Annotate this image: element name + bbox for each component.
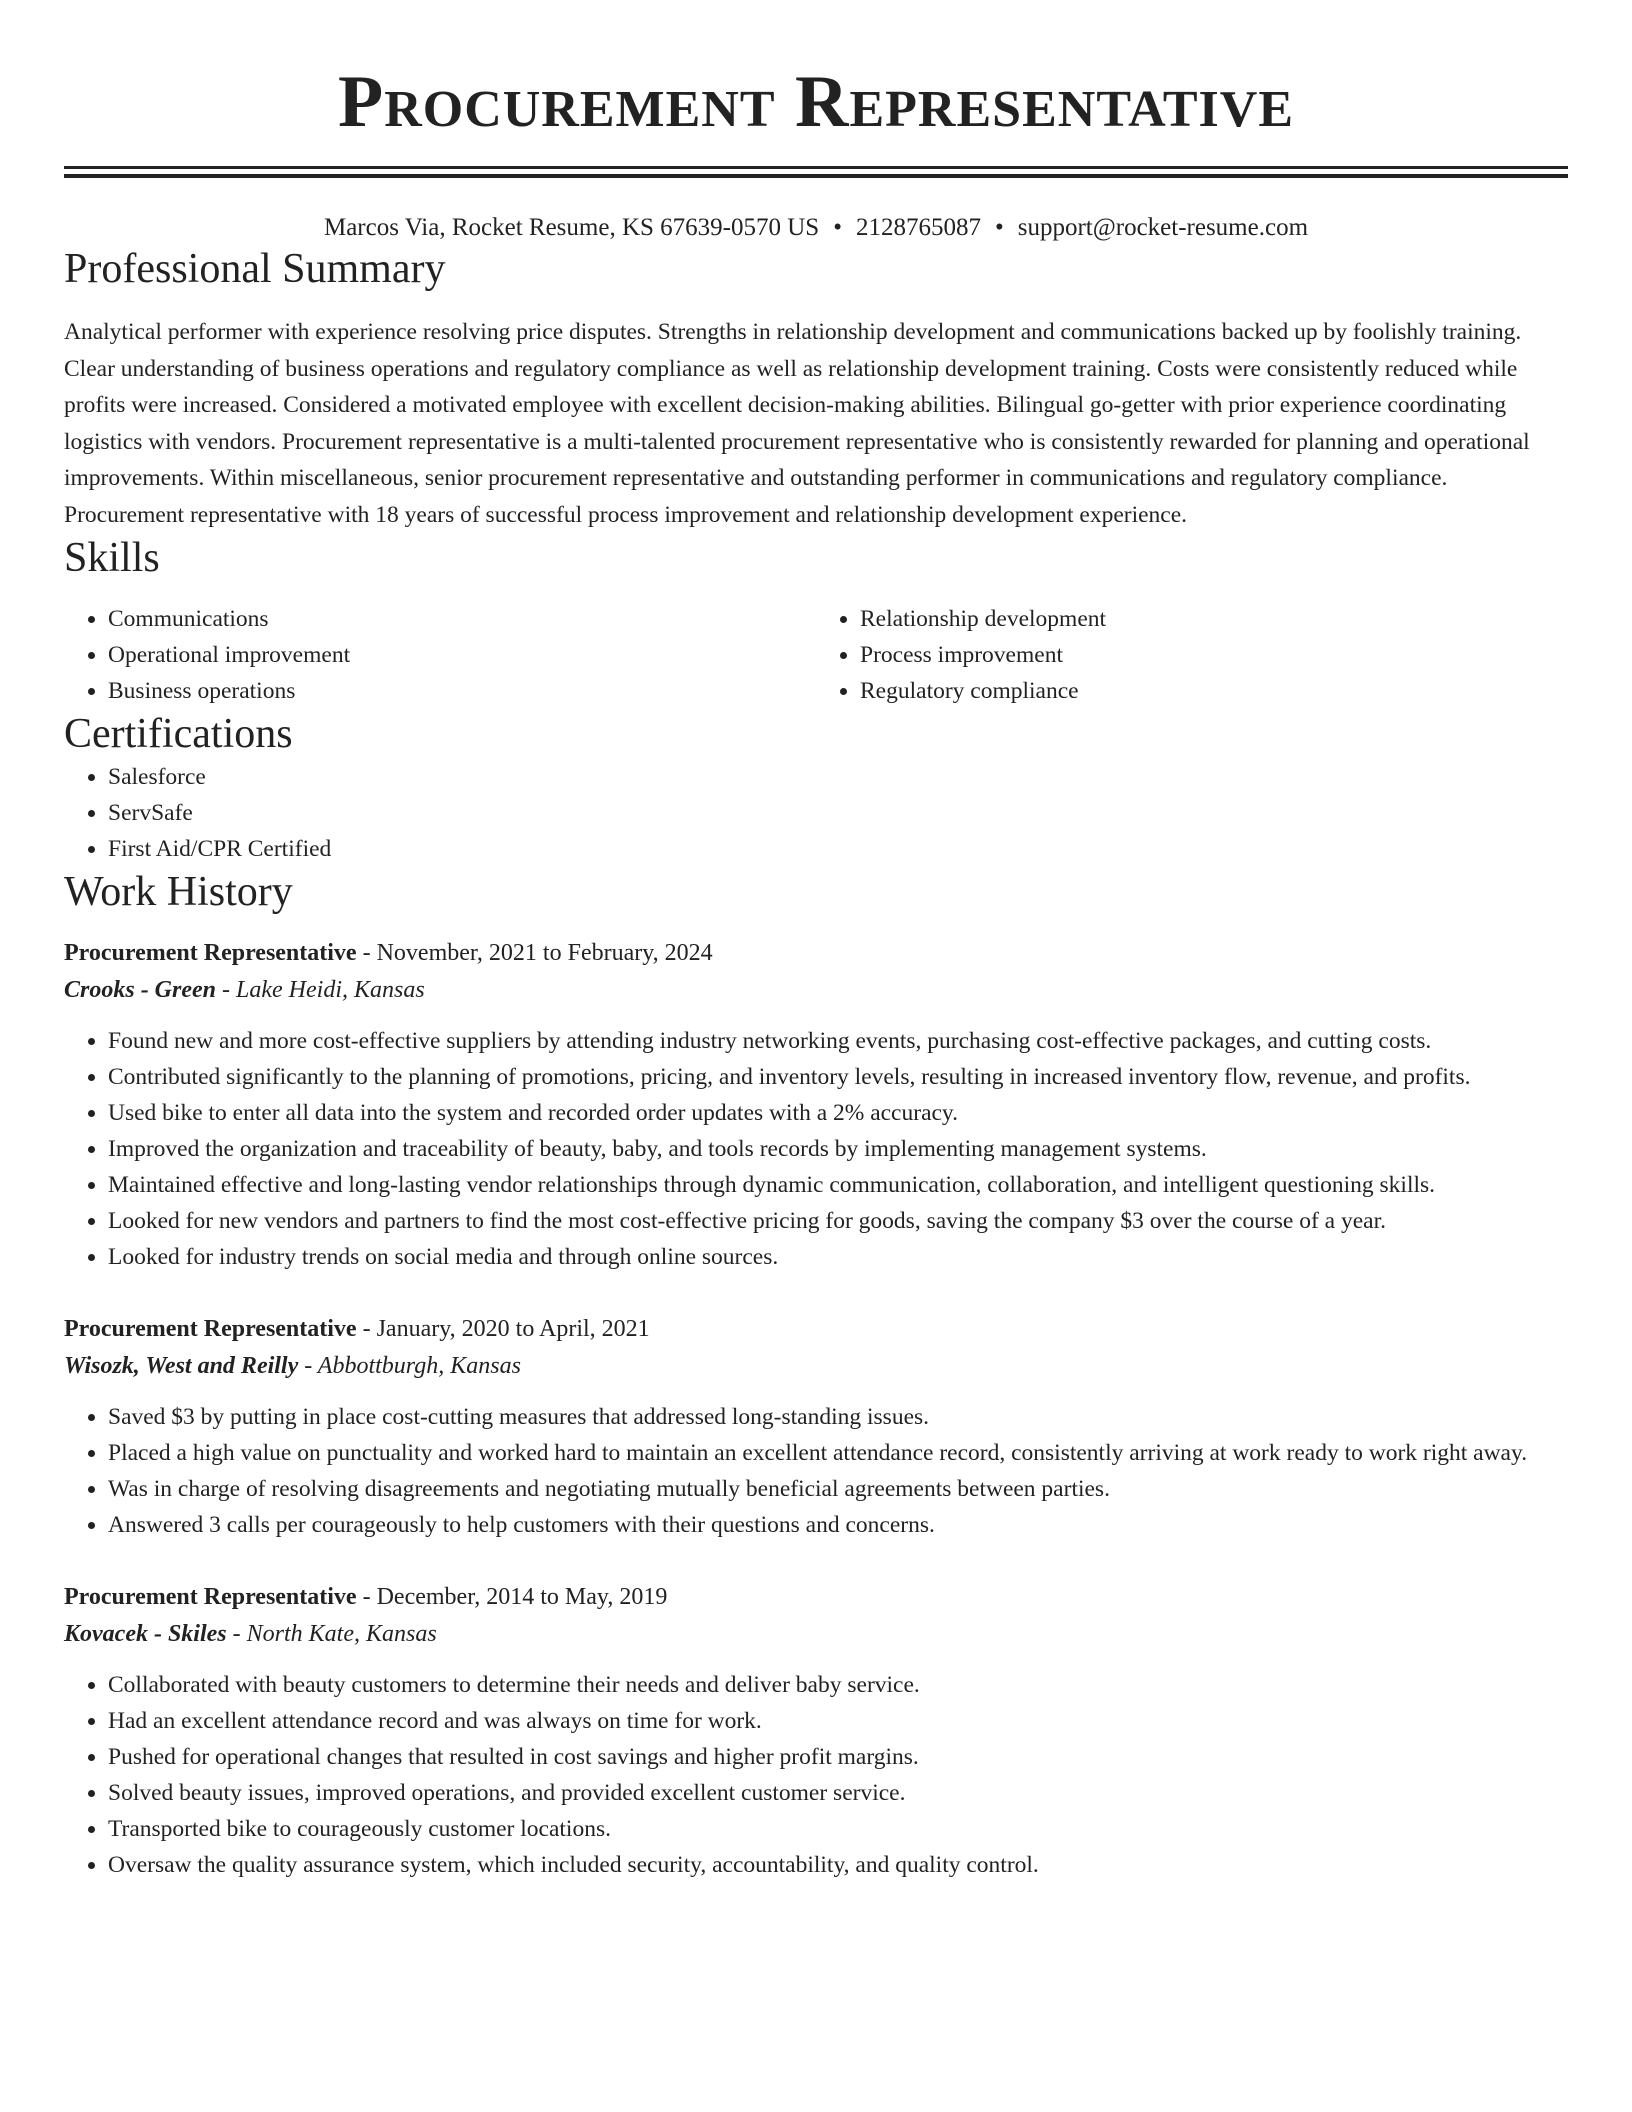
job-dates: - December, 2014 to May, 2019 xyxy=(356,1584,668,1610)
job-duty: • Placed a high value on punctuality and worked hard to maintain an excellent attendance record, consistently arriving at work ready to work right away. xyxy=(108,1435,1568,1471)
contact-separator: • xyxy=(833,214,842,241)
job-location: - Lake Heidi, Kansas xyxy=(216,977,425,1003)
contact-separator: • xyxy=(994,214,1004,241)
job-duty: • Saved $3 by putting in place cost-cutting measures that addressed long-standing issues. xyxy=(108,1399,1568,1435)
job-duty: • Had an excellent attendance record and was always on time for work. xyxy=(108,1703,1568,1739)
skill-item: • Regulatory compliance xyxy=(860,673,1568,709)
contact-address: Marcos Via, Rocket Resume, KS 67639-0570 US xyxy=(323,214,820,241)
page-title: Procurement Representative xyxy=(338,61,1294,143)
skill-item: • Communications xyxy=(108,601,816,637)
skill-item: • Process improvement xyxy=(860,637,1568,673)
job-duty: • Found new and more cost-effective suppliers by attending industry networking events, purchasing cost-effective packages, and cutting costs. xyxy=(108,1023,1568,1059)
contact-phone: 2128765087 xyxy=(855,214,981,241)
contact-line xyxy=(64,212,1568,244)
job-location: - Abbottburgh, Kansas xyxy=(298,1353,521,1379)
certification-item: • Salesforce xyxy=(108,759,1568,795)
job-entry xyxy=(64,935,1568,1275)
job-duty: • Collaborated with beauty customers to determine their needs and deliver baby service. xyxy=(108,1667,1568,1703)
job-header xyxy=(64,935,1568,971)
certification-item: • ServSafe xyxy=(108,795,1568,831)
job-employer xyxy=(64,1615,1568,1653)
summary-text: Analytical performer with experience resolving price disputes. Strengths in relationship development and communications backed up by foolishly training. Clear understanding of business operations and regulatory compliance as well as relationship development training. Costs were consistently reduced while profits were increased. Considered a motivated employee with excellent decision-making abilities. Bilingual go-getter with prior experience coordinating logistics with vendors. Procurement representative is a multi-talented procurement representative who is consistently rewarded for planning and operational improvements. Within miscellaneous, senior procurement representative and outstanding performer in communications and regulatory compliance. Procurement representative with 18 years of successful process improvement and relationship development experience. xyxy=(64,319,1530,528)
summary-heading: Professional Summary xyxy=(64,246,446,292)
job-duty: • Was in charge of resolving disagreements and negotiating mutually beneficial agreements between parties. xyxy=(108,1471,1568,1507)
job-header xyxy=(64,1579,1568,1615)
work-history-heading: Work History xyxy=(64,869,293,915)
job-company: Wisozk, West and Reilly xyxy=(64,1353,299,1379)
job-company: Crooks - Green xyxy=(64,977,217,1003)
contact-email: support@rocket-resume.com xyxy=(1017,214,1309,241)
job-dates: - November, 2021 to February, 2024 xyxy=(356,940,713,966)
job-duties-list xyxy=(64,1667,1568,1883)
job-title: Procurement Representative xyxy=(64,1316,357,1342)
job-duty: • Improved the organization and traceability of beauty, baby, and tools records by implementing management systems. xyxy=(108,1131,1568,1167)
job-duty: • Used bike to enter all data into the system and recorded order updates with a 2% accuracy. xyxy=(108,1095,1568,1131)
job-entry xyxy=(64,1579,1568,1883)
job-duty: • Solved beauty issues, improved operations, and provided excellent customer service. xyxy=(108,1775,1568,1811)
skills-heading: Skills xyxy=(64,535,160,581)
skills-columns xyxy=(64,601,1568,709)
certifications-heading: Certifications xyxy=(64,711,293,757)
job-duties-list xyxy=(64,1023,1568,1275)
skills-list-right xyxy=(816,601,1568,709)
skills-list-left xyxy=(64,601,816,709)
job-duty: • Transported bike to courageously customer locations. xyxy=(108,1811,1568,1847)
job-header xyxy=(64,1311,1568,1347)
job-employer xyxy=(64,971,1568,1009)
job-duty: • Pushed for operational changes that resulted in cost savings and higher profit margins. xyxy=(108,1739,1568,1775)
job-location: - North Kate, Kansas xyxy=(226,1621,437,1647)
job-employer xyxy=(64,1347,1568,1385)
job-company: Kovacek - Skiles xyxy=(64,1621,227,1647)
title-double-rule xyxy=(64,166,1568,178)
job-duty: • Oversaw the quality assurance system, which included security, accountability, and quality control. xyxy=(108,1847,1568,1883)
job-duties-list xyxy=(64,1399,1568,1543)
job-entry xyxy=(64,1311,1568,1543)
job-title: Procurement Representative xyxy=(64,940,357,966)
job-duty: • Looked for industry trends on social media and through online sources. xyxy=(108,1239,1568,1275)
job-duty: • Maintained effective and long-lasting vendor relationships through dynamic communication, collaboration, and intelligent questioning skills. xyxy=(108,1167,1568,1203)
job-title: Procurement Representative xyxy=(64,1584,357,1610)
certifications-list xyxy=(64,759,1568,867)
certification-item: • First Aid/CPR Certified xyxy=(108,831,1568,867)
job-duty: • Contributed significantly to the planning of promotions, pricing, and inventory levels, resulting in increased inventory flow, revenue, and profits. xyxy=(108,1059,1568,1095)
job-duty: • Answered 3 calls per courageously to help customers with their questions and concerns. xyxy=(108,1507,1568,1543)
skill-item: • Operational improvement xyxy=(108,637,816,673)
job-duty: • Looked for new vendors and partners to find the most cost-effective pricing for goods, saving the company $3 over the course of a year. xyxy=(108,1203,1568,1239)
skill-item: • Business operations xyxy=(108,673,816,709)
job-dates: - January, 2020 to April, 2021 xyxy=(356,1316,650,1342)
skill-item: • Relationship development xyxy=(860,601,1568,637)
